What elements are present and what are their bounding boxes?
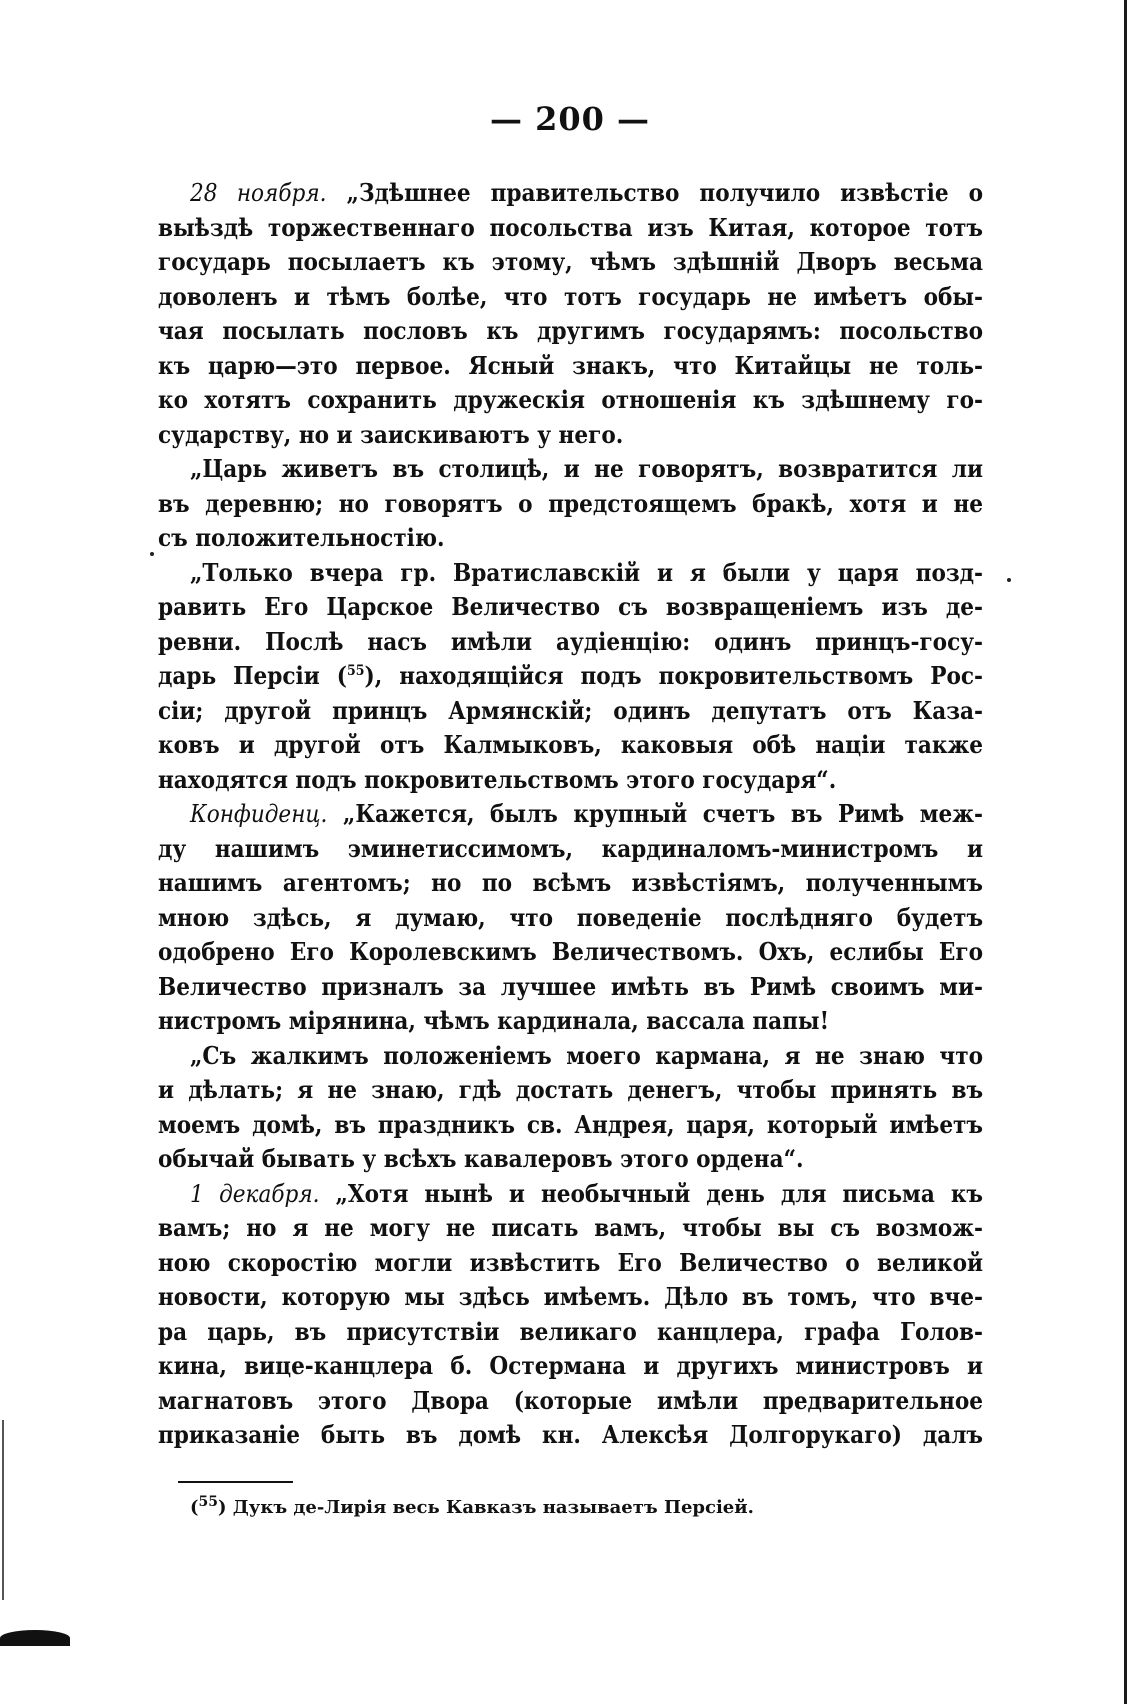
- date-heading: 1 декабря.: [190, 1179, 320, 1208]
- text-line: „Съ жалкимъ положеніемъ моего кармана, я не знаю что: [190, 1040, 983, 1070]
- text-line: нистромъ мірянина, чѣмъ кардинала, вассала папы!: [158, 1006, 830, 1035]
- body-text: [158, 176, 983, 1453]
- date-heading: 28 ноября.: [190, 179, 327, 207]
- page-edge-line-left: [2, 1420, 4, 1600]
- scan-speck: [150, 552, 154, 556]
- footnote-text: ) Дукъ де-Лирія весь Кавказъ называетъ Персіей.: [218, 1497, 754, 1518]
- text-line: ревни. Послѣ насъ имѣли аудіенцію: одинъ принцъ-госу-: [158, 626, 983, 656]
- text-line: съ положительностію.: [158, 523, 445, 552]
- scan-speck: [1007, 578, 1011, 582]
- text-line: нашимъ агентомъ; но по всѣмъ извѣстіямъ, полученнымъ: [158, 868, 983, 897]
- footnote-reference: 55: [347, 663, 365, 679]
- text-line: кина, вице-канцлера б. Остермана и другихъ министровъ и: [158, 1351, 983, 1380]
- text-line: [158, 176, 983, 211]
- text-line: обычай бывать у всѣхъ кавалеровъ этого ордена“.: [158, 1144, 804, 1173]
- line-text: „Хотя нынѣ и необычный день для письма къ: [335, 1178, 983, 1208]
- line-text: „Кажется, былъ крупный счетъ въ Римѣ меж-: [342, 799, 983, 828]
- text-line: ко хотятъ сохранить дружескія отношенія къ здѣшнему го-: [158, 385, 983, 414]
- page-number: — 200 —: [489, 100, 651, 138]
- text-line: сіи; другой принцъ Армянскій; одинъ депутатъ отъ Каза-: [158, 695, 983, 725]
- footnote-marker: 55: [198, 1494, 219, 1510]
- text-line: вамъ; но я не могу не писать вамъ, чтобы вы съ возмож-: [158, 1213, 983, 1242]
- text-line: выѣздѣ торжественнаго посольства изъ Китая, которое тотъ: [158, 212, 983, 242]
- text-line: [158, 1177, 983, 1212]
- text-line: „Только вчера гр. Вратиславскій и я были у царя позд-: [190, 557, 983, 587]
- text-line: [158, 797, 983, 832]
- page-edge-line: [1124, 0, 1127, 1704]
- text-line: ною скоростію могли извѣстить Его Величество о великой: [158, 1247, 983, 1277]
- text-line: равить Его Царское Величество съ возвращеніемъ изъ де-: [158, 592, 983, 621]
- text-line: находятся подъ покровительствомъ этого государя“.: [158, 764, 837, 794]
- text-line: приказаніе быть въ домѣ кн. Алексѣя Долгорукаго) далъ: [158, 1420, 983, 1449]
- text-line: ра царь, въ присутствіи великаго канцлера, графа Голов-: [158, 1316, 983, 1346]
- text-line: одобрено Его Королевскимъ Величествомъ. Охъ, еслибы Его: [158, 937, 983, 966]
- text-line: „Царь живетъ въ столицѣ, и не говорятъ, возвратится ли: [190, 454, 983, 483]
- text-line: доволенъ и тѣмъ болѣе, что тотъ государь не имѣетъ обы-: [158, 281, 983, 311]
- text-line: ковъ и другой отъ Калмыковъ, каковыя обѣ націи также: [158, 730, 983, 759]
- text-line: въ деревню; но говорятъ о предстоящемъ бракѣ, хотя и не: [158, 488, 983, 518]
- text-line: чая посылать пословъ къ другимъ государямъ: посольство: [158, 316, 983, 345]
- line-text: „Здѣшнее правительство получило извѣстіе о: [346, 178, 983, 207]
- text-line: магнатовъ этого Двора (которые имѣли предварительное: [158, 1385, 983, 1415]
- section-heading: Конфиденц.: [190, 800, 328, 828]
- line-text: ), находящійся подъ покровительствомъ Рос-: [364, 661, 983, 690]
- text-line: [158, 659, 983, 694]
- text-line: ду нашимъ эминетиссимомъ, кардиналомъ-министромъ и: [158, 833, 983, 863]
- text-line: моемъ домѣ, въ праздникъ св. Андрея, царя, который имѣетъ: [158, 1109, 983, 1139]
- text-line: сударству, но и заискиваютъ у него.: [158, 419, 624, 449]
- text-line: къ царю—это первое. Ясный знакъ, что Китайцы не толь-: [158, 350, 983, 380]
- text-line: новости, которую мы здѣсь имѣемъ. Дѣло въ томъ, что вче-: [158, 1282, 983, 1311]
- text-line: государь посылаетъ къ этому, чѣмъ здѣшній Дворъ весьма: [158, 247, 983, 276]
- line-text: дарь Персіи (: [158, 661, 348, 690]
- footnote: ($^{55}$) Дукъ де-Лирія весь Кавказъ называетъ Персіей.: [190, 1494, 754, 1518]
- text-line: мною здѣсь, я думаю, что поведеніе послѣдняго будетъ: [158, 902, 983, 932]
- scan-artifact: [0, 1630, 70, 1646]
- text-line: Величество призналъ за лучшее имѣть въ Римѣ своимъ ми-: [158, 971, 983, 1001]
- footnote-divider: [178, 1481, 293, 1483]
- text-line: и дѣлать; я не знаю, гдѣ достать денегъ, чтобы принять въ: [158, 1075, 983, 1104]
